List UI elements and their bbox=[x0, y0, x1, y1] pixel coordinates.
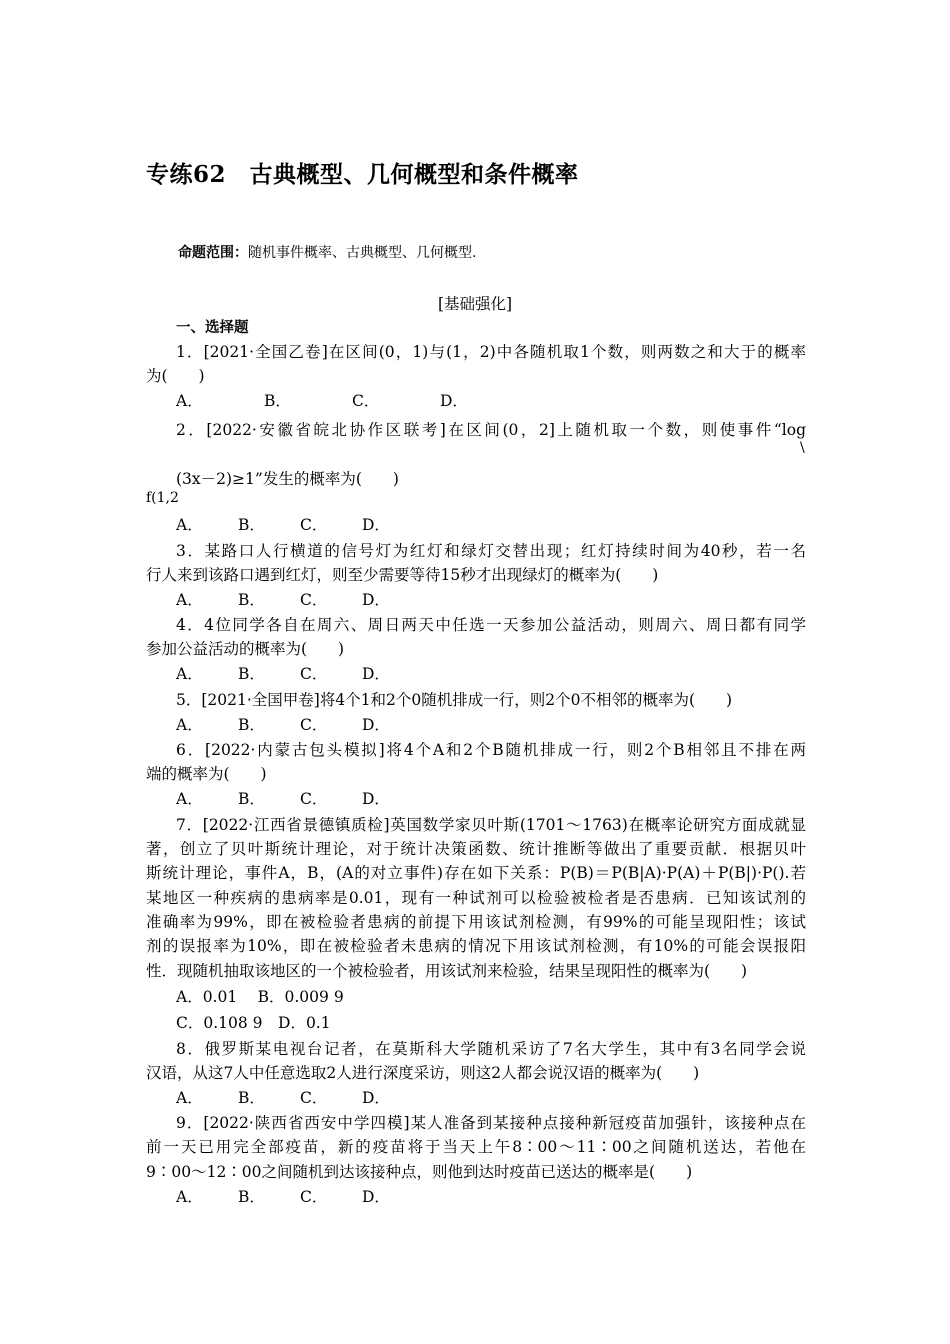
option-c: C． bbox=[300, 1089, 328, 1107]
option-d: D． bbox=[440, 392, 468, 410]
section-heading: 一、选择题 bbox=[176, 320, 249, 336]
q7-line6: 剂的误报率为10%，即在被检验者未患病的情况下用该试剂检测，有10%的可能会误报阳 bbox=[146, 937, 806, 955]
option-a: A． bbox=[176, 1089, 203, 1107]
q2-options bbox=[176, 513, 806, 537]
q2-line2: (3x－2)≥1”发生的概率为( ) bbox=[176, 470, 399, 488]
q9-options bbox=[176, 1185, 806, 1209]
q7-line4: 某地区一种疾病的患病率是0.01，现有一种试剂可以检验被检者是否患病．已知该试剂的 bbox=[146, 889, 806, 907]
q5-line1: 5．[2021·全国甲卷]将4个1和2个0随机排成一行，则2个0不相邻的概率为( ) bbox=[176, 691, 733, 709]
q2-slash: \ bbox=[800, 440, 805, 456]
q5-options bbox=[176, 713, 806, 737]
option-b: B． bbox=[238, 665, 265, 683]
option-c: C． bbox=[300, 1188, 328, 1206]
q7-line7: 性．现随机抽取该地区的一个被检验者，用该试剂来检验，结果呈现阳性的概率为( ) bbox=[146, 962, 748, 980]
scope-text: 随机事件概率、古典概型、几何概型. bbox=[248, 245, 477, 261]
q7-line1: 7．[2022·江西省景德镇质检]英国数学家贝叶斯(1701～1763)在概率论研究方面成就显 bbox=[176, 816, 806, 834]
option-d: D． bbox=[362, 665, 390, 683]
q4-line2: 参加公益活动的概率为( ) bbox=[146, 640, 345, 658]
option-a: A． bbox=[176, 665, 203, 683]
option-b: B． bbox=[238, 1089, 265, 1107]
q9-line3: 9∶00～12∶00之间随机到达该接种点，则他到达时疫苗已送达的概率是( ) bbox=[146, 1163, 693, 1181]
q8-options bbox=[176, 1086, 806, 1110]
q1-options bbox=[176, 389, 806, 413]
q8-line2: 汉语，从这7人中任意选取2人进行深度采访，则这2人都会说汉语的概率为( ) bbox=[146, 1064, 700, 1082]
option-a: A． bbox=[176, 716, 203, 734]
option-a: A． bbox=[176, 392, 203, 410]
q6-options bbox=[176, 787, 806, 811]
option-b: B． bbox=[264, 392, 291, 410]
option-d: D． bbox=[362, 790, 390, 808]
q7-line3: 斯统计理论，事件A，B，(A的对立事件)存在如下关系：P(B)＝P(B|A)·P(A)＋P(B|)·P().若 bbox=[146, 864, 806, 882]
q7-line5: 准确率为99%，即在被检验者患病的前提下用该试剂检测，有99%的可能呈现阳性；该试 bbox=[146, 913, 806, 931]
option-c: C． bbox=[300, 516, 328, 534]
option-b: B． bbox=[238, 1188, 265, 1206]
option-b: B． bbox=[238, 790, 265, 808]
option-c: C． bbox=[300, 665, 328, 683]
q3-line1: 3．某路口人行横道的信号灯为红灯和绿灯交替出现；红灯持续时间为40秒，若一名 bbox=[176, 542, 806, 560]
q7-options-row2: C．0.108 9 D．0.1 bbox=[176, 1014, 331, 1032]
option-a: A． bbox=[176, 516, 203, 534]
q4-line1: 4．4位同学各自在周六、周日两天中任选一天参加公益活动，则周六、周日都有同学 bbox=[176, 616, 806, 634]
option-b: B． bbox=[238, 516, 265, 534]
option-a: A． bbox=[176, 591, 203, 609]
option-d: D． bbox=[362, 516, 390, 534]
page-title: 专练62 古典概型、几何概型和条件概率 bbox=[146, 161, 579, 188]
scope-line bbox=[178, 242, 476, 262]
option-d: D． bbox=[362, 1188, 390, 1206]
option-a: A． bbox=[176, 790, 203, 808]
option-c: C． bbox=[300, 716, 328, 734]
q2-fraction-residue: f(1,2 bbox=[146, 490, 179, 506]
q9-line1: 9．[2022·陕西省西安中学四模]某人准备到某接种点接种新冠疫苗加强针，该接种点在 bbox=[176, 1114, 806, 1132]
option-c: C． bbox=[300, 591, 328, 609]
section-center-label: [基础强化] bbox=[437, 295, 513, 313]
q1-line2: 为( ) bbox=[146, 367, 205, 385]
option-c: C． bbox=[352, 392, 380, 410]
q3-line2: 行人来到该路口遇到红灯，则至少需要等待15秒才出现绿灯的概率为( ) bbox=[146, 566, 659, 584]
option-a: A． bbox=[176, 1188, 203, 1206]
q7-options-row1: A．0.01 B．0.009 9 bbox=[176, 988, 344, 1006]
q9-line2: 前一天已用完全部疫苗，新的疫苗将于当天上午8∶00～11∶00之间随机送达，若他在 bbox=[146, 1138, 806, 1156]
q6-line1: 6．[2022·内蒙古包头模拟]将4个A和2个B随机排成一行，则2个B相邻且不排在两 bbox=[176, 741, 806, 759]
q6-line2: 端的概率为( ) bbox=[146, 765, 267, 783]
option-c: C． bbox=[300, 790, 328, 808]
q2-line1: 2．[2022·安徽省皖北协作区联考]在区间(0，2]上随机取一个数，则使事件“log bbox=[176, 421, 806, 439]
option-b: B． bbox=[238, 591, 265, 609]
q3-options bbox=[176, 588, 806, 612]
q8-line1: 8．俄罗斯某电视台记者，在莫斯科大学随机采访了7名大学生，其中有3名同学会说 bbox=[176, 1040, 806, 1058]
q7-line2: 著，创立了贝叶斯统计理论，对于统计决策函数、统计推断等做出了重要贡献．根据贝叶 bbox=[146, 840, 806, 858]
option-b: B． bbox=[238, 716, 265, 734]
q4-options bbox=[176, 662, 806, 686]
q1-line1: 1．[2021·全国乙卷]在区间(0，1)与(1，2)中各随机取1个数，则两数之和大于的概率 bbox=[176, 343, 806, 361]
scope-label: 命题范围： bbox=[178, 245, 248, 261]
option-d: D． bbox=[362, 1089, 390, 1107]
option-d: D． bbox=[362, 591, 390, 609]
option-d: D． bbox=[362, 716, 390, 734]
